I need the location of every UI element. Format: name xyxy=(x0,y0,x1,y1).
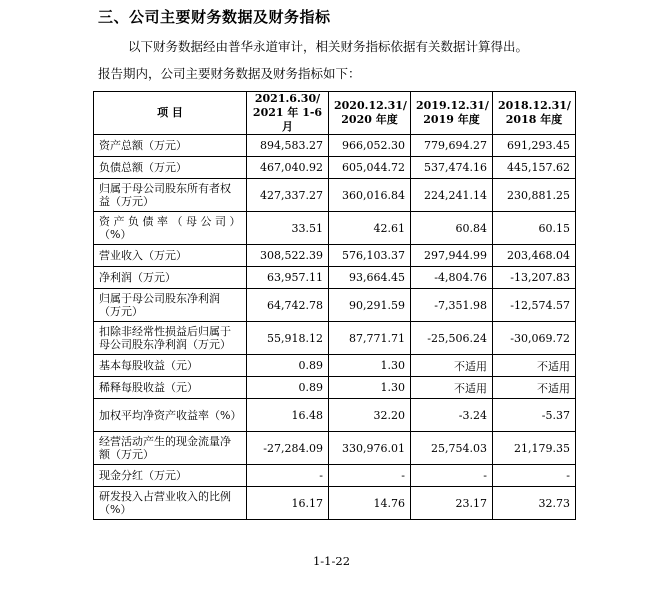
table-row xyxy=(94,355,576,377)
cell-value: 224,241.14 xyxy=(411,179,493,212)
cell-value: -7,351.98 xyxy=(411,289,493,322)
header-2019-date: 2019.12.31/ xyxy=(416,99,489,112)
row-label: 归属于母公司股东净利润（万元） xyxy=(94,289,247,322)
intro-paragraph-line2: 报告期内，公司主要财务数据及财务指标如下： xyxy=(98,66,361,81)
cell-value: -5.37 xyxy=(493,399,576,432)
cell-value: 33.51 xyxy=(247,212,329,245)
cell-value: 308,522.39 xyxy=(247,245,329,267)
row-label: 归属于母公司股东所有者权益（万元） xyxy=(94,179,247,212)
cell-value: 691,293.45 xyxy=(493,135,576,157)
header-item: 项 目 xyxy=(94,92,247,135)
row-label: 资产总额（万元） xyxy=(94,135,247,157)
cell-value: 203,468.04 xyxy=(493,245,576,267)
cell-value: 605,044.72 xyxy=(329,157,411,179)
header-2020-period: 2020 年度 xyxy=(341,113,398,126)
cell-value: 14.76 xyxy=(329,487,411,520)
row-label: 加权平均净资产收益率（%） xyxy=(94,399,247,432)
table-row xyxy=(94,289,576,322)
table-row xyxy=(94,157,576,179)
cell-value: 25,754.03 xyxy=(411,432,493,465)
table-row xyxy=(94,245,576,267)
cell-value: 427,337.27 xyxy=(247,179,329,212)
cell-value: 不适用 xyxy=(493,377,576,399)
section-title: 三、公司主要财务数据及财务指标 xyxy=(98,8,331,26)
table-row xyxy=(94,267,576,289)
cell-value: 63,957.11 xyxy=(247,267,329,289)
table-row xyxy=(94,377,576,399)
table-row xyxy=(94,399,576,432)
cell-value: 60.15 xyxy=(493,212,576,245)
header-2021h1-period: 2021 年 1-6 月 xyxy=(252,106,323,133)
table-row xyxy=(94,212,576,245)
cell-value: - xyxy=(247,465,329,487)
cell-value: 1.30 xyxy=(329,377,411,399)
cell-value: 42.61 xyxy=(329,212,411,245)
cell-value: 1.30 xyxy=(329,355,411,377)
cell-value: 779,694.27 xyxy=(411,135,493,157)
header-2018-period: 2018 年度 xyxy=(505,113,563,126)
cell-value: -12,574.57 xyxy=(493,289,576,322)
row-label: 研发投入占营业收入的比例（%） xyxy=(94,487,247,520)
table-row xyxy=(94,179,576,212)
cell-value: 16.48 xyxy=(247,399,329,432)
table-header-row xyxy=(94,92,576,135)
cell-value: 不适用 xyxy=(411,355,493,377)
row-label: 营业收入（万元） xyxy=(94,245,247,267)
cell-value: 297,944.99 xyxy=(411,245,493,267)
cell-value: 537,474.16 xyxy=(411,157,493,179)
table-row xyxy=(94,465,576,487)
cell-value: 21,179.35 xyxy=(493,432,576,465)
cell-value: 467,040.92 xyxy=(247,157,329,179)
cell-value: - xyxy=(411,465,493,487)
table-row xyxy=(94,487,576,520)
cell-value: 64,742.78 xyxy=(247,289,329,322)
header-2020-date: 2020.12.31/ xyxy=(334,99,407,112)
cell-value: -3.24 xyxy=(411,399,493,432)
cell-value: -13,207.83 xyxy=(493,267,576,289)
cell-value: -25,506.24 xyxy=(411,322,493,355)
header-2019-period: 2019 年度 xyxy=(423,113,480,126)
row-label: 稀释每股收益（元） xyxy=(94,377,247,399)
cell-value: -27,284.09 xyxy=(247,432,329,465)
financial-data-table xyxy=(93,91,576,520)
cell-value: 不适用 xyxy=(411,377,493,399)
table-row xyxy=(94,322,576,355)
cell-value: 16.17 xyxy=(247,487,329,520)
cell-value: 32.20 xyxy=(329,399,411,432)
cell-value: 0.89 xyxy=(247,355,329,377)
cell-value: 23.17 xyxy=(411,487,493,520)
cell-value: 360,016.84 xyxy=(329,179,411,212)
header-2021h1-date: 2021.6.30/ xyxy=(254,92,321,105)
cell-value: 32.73 xyxy=(493,487,576,520)
header-2021h1 xyxy=(247,92,329,135)
header-2018-date: 2018.12.31/ xyxy=(498,99,571,112)
row-label: 资 产 负 债 率 （ 母 公 司 ）（%） xyxy=(94,212,247,245)
table-row xyxy=(94,135,576,157)
row-label: 基本每股收益（元） xyxy=(94,355,247,377)
cell-value: 576,103.37 xyxy=(329,245,411,267)
cell-value: 966,052.30 xyxy=(329,135,411,157)
cell-value: - xyxy=(329,465,411,487)
row-label: 净利润（万元） xyxy=(94,267,247,289)
cell-value: 55,918.12 xyxy=(247,322,329,355)
page-number: 1-1-22 xyxy=(312,554,351,568)
cell-value: 60.84 xyxy=(411,212,493,245)
row-label: 现金分红（万元） xyxy=(94,465,247,487)
cell-value: - xyxy=(493,465,576,487)
header-2020 xyxy=(329,92,411,135)
cell-value: 87,771.71 xyxy=(329,322,411,355)
cell-value: 445,157.62 xyxy=(493,157,576,179)
table-row xyxy=(94,432,576,465)
header-2018 xyxy=(493,92,576,135)
row-label: 负债总额（万元） xyxy=(94,157,247,179)
cell-value: 0.89 xyxy=(247,377,329,399)
cell-value: 330,976.01 xyxy=(329,432,411,465)
cell-value: 93,664.45 xyxy=(329,267,411,289)
row-label: 扣除非经常性损益后归属于母公司股东净利润（万元） xyxy=(94,322,247,355)
cell-value: 90,291.59 xyxy=(329,289,411,322)
cell-value: 894,583.27 xyxy=(247,135,329,157)
cell-value: 230,881.25 xyxy=(493,179,576,212)
intro-paragraph-line1: 以下财务数据经由普华永道审计，相关财务指标依据有关数据计算得出。 xyxy=(128,39,529,54)
row-label: 经营活动产生的现金流量净额（万元） xyxy=(94,432,247,465)
cell-value: -4,804.76 xyxy=(411,267,493,289)
cell-value: -30,069.72 xyxy=(493,322,576,355)
header-2019 xyxy=(411,92,493,135)
cell-value: 不适用 xyxy=(493,355,576,377)
